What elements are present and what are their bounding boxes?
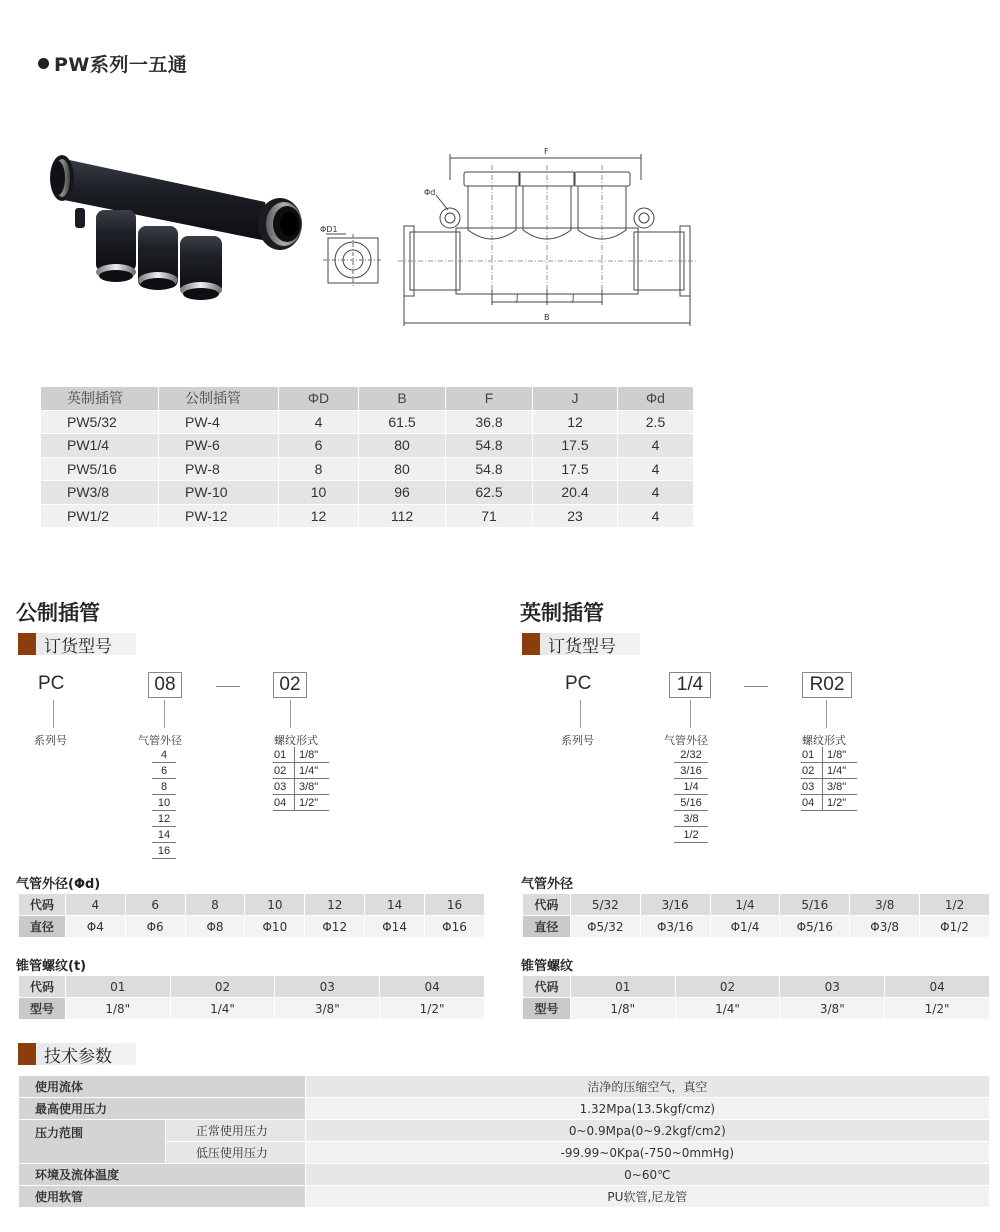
table-cell: 02 [170,976,275,998]
tech-table [18,1075,990,1208]
phi-d1-label: ΦD1 [320,225,338,234]
table-cell: 代码 [19,976,66,998]
table-cell: 4 [618,434,694,458]
square-bullet-icon [18,633,36,655]
imperial-section-title: 英制插管 [520,601,604,625]
list-item: 4 [152,747,176,763]
list-item [273,763,329,779]
list-item: 1/4 [674,779,708,795]
table-row [41,410,694,434]
tech-key: 压力范围 [19,1120,166,1164]
end-view-drawing [318,220,388,290]
list-item: 2/32 [674,747,708,763]
table-cell: 型号 [523,998,571,1020]
list-item: 6 [152,763,176,779]
metric-code-size: 08 [148,672,182,698]
tech-value: 1.32Mpa(13.5kgf/cmz) [305,1098,989,1120]
metric-section-title: 公制插管 [16,601,100,625]
tech-key: 环境及流体温度 [19,1164,306,1186]
table-cell: 1/2" [885,998,990,1020]
imperial-code-size: 1/4 [669,672,711,698]
list-item: 8 [152,779,176,795]
imperial-thread-table-title: 锥管螺纹 [521,959,574,974]
table-cell: 04 [885,976,990,998]
metric-od-table [18,893,485,938]
spec-header-cell: F [446,387,533,411]
metric-code-dash [216,686,240,687]
table-cell: 04 [380,976,485,998]
tech-key: 使用流体 [19,1076,306,1098]
table-row [19,1164,990,1186]
j-label-1: J [516,293,519,302]
phi-d-label: Φd [424,188,436,197]
product-photo [40,140,310,305]
table-cell: 12 [279,504,359,528]
table-cell: 12 [305,894,365,916]
imperial-od-label: 气管外径 [664,734,708,747]
thread-code: 04 [273,795,295,810]
table-cell: 96 [359,481,446,505]
table-cell: 14 [365,894,425,916]
table-cell: 4 [65,894,125,916]
table-cell: PW-12 [159,504,279,528]
spec-header-cell: 英制插管 [41,387,159,411]
imperial-series-label: 系列号 [561,734,594,747]
table-cell: 6 [279,434,359,458]
thread-code: 03 [273,779,295,794]
imperial-code-thread: R02 [802,672,852,698]
table-cell: 20.4 [533,481,618,505]
spec-table [40,386,694,528]
bullet-icon [38,58,49,69]
table-cell: 17.5 [533,434,618,458]
metric-od-table-title: 气管外径(Φd) [16,877,101,892]
thread-size: 1/2" [299,797,319,809]
table-cell: 80 [359,457,446,481]
table-cell: PW-4 [159,410,279,434]
table-cell: 17.5 [533,457,618,481]
table-cell: Φ10 [245,916,305,938]
thread-code: 01 [801,747,823,762]
technical-drawing [398,140,698,330]
metric-order-heading [18,633,136,655]
table-cell: Φ6 [125,916,185,938]
table-row [523,998,990,1020]
thread-size: 1/8" [827,749,847,761]
table-cell: 3/8" [275,998,380,1020]
table-row [41,434,694,458]
list-item: 3/8 [674,811,708,827]
metric-od-label: 气管外径 [138,734,182,747]
table-row [19,916,485,938]
thread-size: 3/8" [299,781,319,793]
table-cell: 23 [533,504,618,528]
table-cell: 代码 [19,894,66,916]
metric-od-list [152,747,176,859]
table-cell: 3/8" [780,998,885,1020]
table-cell: 16 [425,894,485,916]
table-cell: 01 [65,976,170,998]
list-item: 12 [152,811,176,827]
list-item: 3/16 [674,763,708,779]
table-row [523,976,990,998]
imperial-od-table-title: 气管外径 [521,877,574,892]
table-cell: PW-8 [159,457,279,481]
table-row [523,916,990,938]
list-item [801,779,857,795]
tech-value: PU软管,尼龙管 [305,1186,989,1208]
metric-thread-list [273,747,329,811]
list-item [801,763,857,779]
table-cell: 80 [359,434,446,458]
list-item [801,747,857,763]
spec-table-header [41,387,694,411]
table-cell: Φ4 [65,916,125,938]
table-row [19,976,485,998]
square-bullet-icon [522,633,540,655]
table-cell: 直径 [523,916,571,938]
leader-line [164,700,165,728]
table-cell: 03 [780,976,885,998]
table-cell: 10 [279,481,359,505]
spec-header-cell: 公制插管 [159,387,279,411]
tech-value: 0~60℃ [305,1164,989,1186]
table-cell: 01 [570,976,675,998]
metric-code-thread: 02 [273,672,307,698]
list-item: 10 [152,795,176,811]
thread-size: 3/8" [827,781,847,793]
table-cell: 1/8" [570,998,675,1020]
table-cell: 54.8 [446,434,533,458]
imperial-thread-list [801,747,857,811]
table-row [41,457,694,481]
thread-code: 03 [801,779,823,794]
table-cell: 4 [279,410,359,434]
spec-header-cell: ΦD [279,387,359,411]
table-cell: Φ12 [305,916,365,938]
square-bullet-icon [18,1043,36,1065]
table-cell: 8 [279,457,359,481]
spec-header-cell: Φd [618,387,694,411]
spec-header-cell: B [359,387,446,411]
tech-title: 技术参数 [44,1046,112,1067]
table-cell: 2.5 [618,410,694,434]
thread-size: 1/8" [299,749,319,761]
thread-size: 1/2" [827,797,847,809]
table-row [19,1120,990,1142]
metric-code-prefix: PC [38,673,65,694]
imperial-order-heading [522,633,640,655]
table-cell: Φ8 [185,916,245,938]
tech-value: 洁净的压缩空气，真空 [305,1076,989,1098]
spec-header-cell: J [533,387,618,411]
leader-line [690,700,691,728]
imperial-od-table [522,893,990,938]
list-item: 16 [152,843,176,859]
imperial-thread-table [522,975,990,1020]
table-cell: PW1/4 [41,434,159,458]
table-row [19,894,485,916]
table-cell: 8 [185,894,245,916]
list-item [273,779,329,795]
metric-thread-table [18,975,485,1020]
table-cell: 112 [359,504,446,528]
metric-thread-label: 螺纹形式 [274,734,318,747]
table-cell: Φ14 [365,916,425,938]
table-row [19,1186,990,1208]
list-item: 14 [152,827,176,843]
table-cell: 代码 [523,894,571,916]
table-cell: Φ3/8 [850,916,920,938]
table-cell: Φ5/32 [570,916,640,938]
table-row [41,481,694,505]
table-cell: PW1/2 [41,504,159,528]
table-cell: 10 [245,894,305,916]
table-cell: 71 [446,504,533,528]
table-cell: Φ3/16 [640,916,710,938]
table-cell: 62.5 [446,481,533,505]
table-cell: PW5/16 [41,457,159,481]
tech-value: -99.99~0Kpa(-750~0mmHg) [305,1142,989,1164]
table-cell: 5/32 [570,894,640,916]
table-cell: Φ1/2 [920,916,990,938]
f-label: F [544,147,549,156]
table-cell: 1/4" [170,998,275,1020]
table-row [41,504,694,528]
table-cell: 1/4 [710,894,780,916]
list-item [801,795,857,811]
table-cell: Φ16 [425,916,485,938]
leader-line [53,700,54,728]
tech-value: 0~0.9Mpa(0~9.2kgf/cm2) [305,1120,989,1142]
leader-line [290,700,291,728]
table-row [19,1076,990,1098]
imperial-code-prefix: PC [565,673,592,694]
thread-code: 02 [273,763,295,778]
table-cell: Φ5/16 [780,916,850,938]
table-cell: 代码 [523,976,571,998]
leader-line [826,700,827,728]
table-cell: 36.8 [446,410,533,434]
table-cell: 4 [618,481,694,505]
table-cell: 直径 [19,916,66,938]
table-cell: 1/2 [920,894,990,916]
table-cell: 3/16 [640,894,710,916]
thread-size: 1/4" [827,765,847,777]
table-cell: 61.5 [359,410,446,434]
thread-size: 1/4" [299,765,319,777]
table-cell: 4 [618,504,694,528]
tech-key: 最高使用压力 [19,1098,306,1120]
list-item [273,795,329,811]
imperial-code-dash [744,686,768,687]
tech-heading [18,1043,136,1065]
table-cell: PW-6 [159,434,279,458]
table-row [523,894,990,916]
list-item: 1/2 [674,827,708,843]
table-cell: 5/16 [780,894,850,916]
table-cell: 3/8 [850,894,920,916]
metric-series-label: 系列号 [34,734,67,747]
tech-subkey: 正常使用压力 [165,1120,305,1142]
table-cell: Φ1/4 [710,916,780,938]
tech-key: 使用软管 [19,1186,306,1208]
tech-subkey: 低压使用压力 [165,1142,305,1164]
table-cell: PW3/8 [41,481,159,505]
table-cell: 12 [533,410,618,434]
imperial-order-label: 订货型号 [548,636,616,657]
leader-line [580,700,581,728]
b-label: B [544,313,550,322]
table-cell: 6 [125,894,185,916]
imperial-od-list [674,747,708,843]
thread-code: 01 [273,747,295,762]
thread-code: 02 [801,763,823,778]
table-cell: 54.8 [446,457,533,481]
page-title-text: PW系列一五通 [54,54,188,76]
table-cell: 1/4" [675,998,780,1020]
table-cell: PW5/32 [41,410,159,434]
list-item [273,747,329,763]
table-cell: 4 [618,457,694,481]
table-row [19,1098,990,1120]
table-row [19,998,485,1020]
table-cell: 02 [675,976,780,998]
table-cell: 03 [275,976,380,998]
table-cell: 1/8" [65,998,170,1020]
table-cell: PW-10 [159,481,279,505]
page-title [38,50,187,77]
table-cell: 1/2" [380,998,485,1020]
list-item: 5/16 [674,795,708,811]
thread-code: 04 [801,795,823,810]
table-cell: 型号 [19,998,66,1020]
j-label-2: J [572,293,575,302]
metric-order-label: 订货型号 [44,636,112,657]
metric-thread-table-title: 锥管螺纹(t) [16,959,87,974]
imperial-thread-label: 螺纹形式 [802,734,846,747]
